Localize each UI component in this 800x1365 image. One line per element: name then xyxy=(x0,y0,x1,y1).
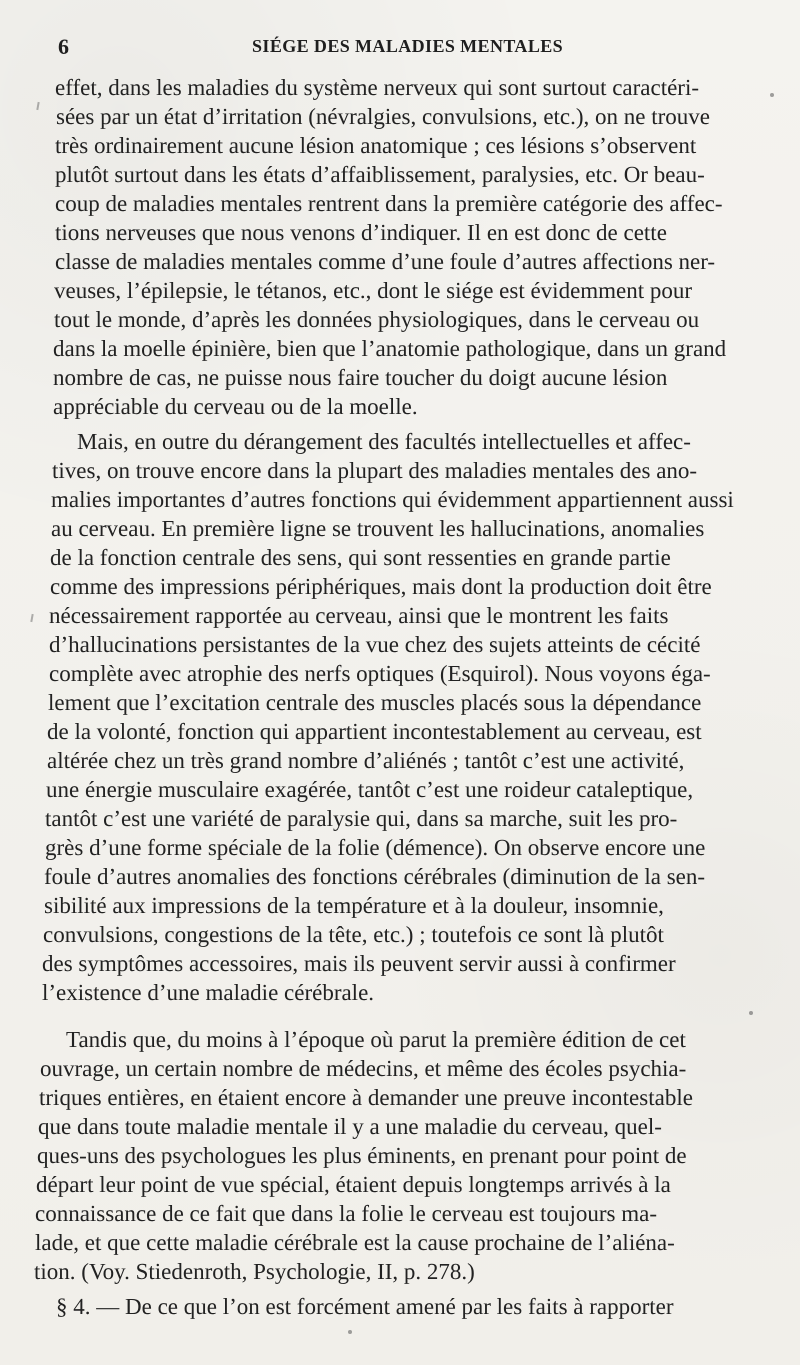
ink-speck xyxy=(749,1011,753,1015)
body-line: sées par un état d’irritation (névralgies, convulsions, etc.), on ne trouve xyxy=(56,104,711,129)
body-line: tives, on trouve encore dans la plupart des maladies mentales des ano- xyxy=(52,458,698,483)
body-line: plutôt surtout dans les états d’affaiblissement, paralysies, etc. Or beau- xyxy=(55,162,705,187)
body-line: effet, dans les maladies du système nerveux qui sont surtout caractéri- xyxy=(55,75,700,100)
body-line: malies importantes d’autres fonctions qui évidemment appartiennent aussi xyxy=(51,487,734,512)
page-number: 6 xyxy=(58,34,69,59)
body-line: complète avec atrophie des nerfs optiques (Esquirol). Nous voyons éga- xyxy=(49,661,711,686)
ink-speck xyxy=(770,93,774,97)
body-line: au cerveau. En première ligne se trouvent les hallucinations, anomalies xyxy=(51,516,705,541)
body-line: § 4. — De ce que l’on est forcément amené par les faits à rapporter xyxy=(56,1294,674,1319)
body-line: que dans toute maladie mentale il y a une maladie du cerveau, quel- xyxy=(38,1114,662,1139)
body-line: lade, et que cette maladie cérébrale est la cause prochaine de l’aliéna- xyxy=(35,1230,675,1255)
body-line: des symptômes accessoires, mais ils peuvent servir aussi à confirmer xyxy=(42,951,676,976)
body-line: veuses, l’épilepsie, le tétanos, etc., dont le siége est évidemment pour xyxy=(54,278,693,303)
body-line: lement que l’excitation centrale des muscles placés sous la dépendance xyxy=(48,690,702,715)
body-line: altérée chez un très grand nombre d’aliénés ; tantôt c’est une activité, xyxy=(47,748,685,773)
body-line: d’hallucinations persistantes de la vue chez des sujets atteints de cécité xyxy=(49,632,701,657)
body-line: comme des impressions périphériques, mais dont la production doit être xyxy=(50,574,712,599)
body-line: tions nerveuses que nous venons d’indiquer. Il en est donc de cette xyxy=(55,220,667,245)
paper-mark xyxy=(30,614,33,622)
body-line: coup de maladies mentales rentrent dans la première catégorie des affec- xyxy=(55,191,723,216)
body-line: Tandis que, du moins à l’époque où parut la première édition de cet xyxy=(66,1027,686,1052)
body-line: connaissance de ce fait que dans la folie le cerveau est toujours ma- xyxy=(35,1201,658,1226)
ink-speck xyxy=(348,1330,352,1334)
body-line: dans la moelle épinière, bien que l’anatomie pathologique, dans un grand xyxy=(53,336,727,361)
body-line: nécessairement rapportée au cerveau, ainsi que le montrent les faits xyxy=(49,603,669,628)
paper-mark xyxy=(36,102,39,110)
body-line: très ordinairement aucune lésion anatomique ; ces lésions s’observent xyxy=(55,133,697,158)
page-header xyxy=(58,34,768,64)
running-title: SIÉGE DES MALADIES MENTALES xyxy=(252,36,564,56)
body-line: l’existence d’une maladie cérébrale. xyxy=(42,980,375,1005)
body-line: de la volonté, fonction qui appartient incontestablement au cerveau, est xyxy=(47,719,702,744)
body-line: ques-uns des psychologues les plus éminents, en prenant pour point de xyxy=(37,1143,687,1168)
body-line: départ leur point de vue spécial, étaient depuis longtemps arrivés à la xyxy=(36,1172,671,1197)
body-line: convulsions, congestions de la tête, etc.) ; toutefois ce sont là plutôt xyxy=(43,922,664,947)
body-line: une énergie musculaire exagérée, tantôt c’est une roideur cataleptique, xyxy=(46,777,694,802)
body-line: tion. (Voy. Stiedenroth, Psychologie, II, p. 278.) xyxy=(34,1259,475,1284)
body-line: foule d’autres anomalies des fonctions cérébrales (diminution de la sen- xyxy=(44,864,706,889)
body-line: triques entières, en étaient encore à demander une preuve incontestable xyxy=(39,1085,693,1110)
body-line: appréciable du cerveau ou de la moelle. xyxy=(53,394,418,419)
body-line: grès d’une forme spéciale de la folie (démence). On observe encore une xyxy=(45,835,706,860)
body-line: ouvrage, un certain nombre de médecins, et même des écoles psychia- xyxy=(40,1056,687,1081)
body-line: Mais, en outre du dérangement des facultés intellectuelles et affec- xyxy=(77,429,691,454)
body-line: nombre de cas, ne puisse nous faire toucher du doigt aucune lésion xyxy=(53,365,668,390)
body-line: classe de maladies mentales comme d’une foule d’autres affections ner- xyxy=(55,249,716,274)
body-line: de la fonction centrale des sens, qui sont ressenties en grande partie xyxy=(50,545,671,570)
body-line: tout le monde, d’après les données physiologiques, dans le cerveau ou xyxy=(54,307,700,332)
body-line: tantôt c’est une variété de paralysie qui, dans sa marche, suit les pro- xyxy=(45,806,678,831)
body-line: sibilité aux impressions de la température et à la douleur, insomnie, xyxy=(44,893,664,918)
